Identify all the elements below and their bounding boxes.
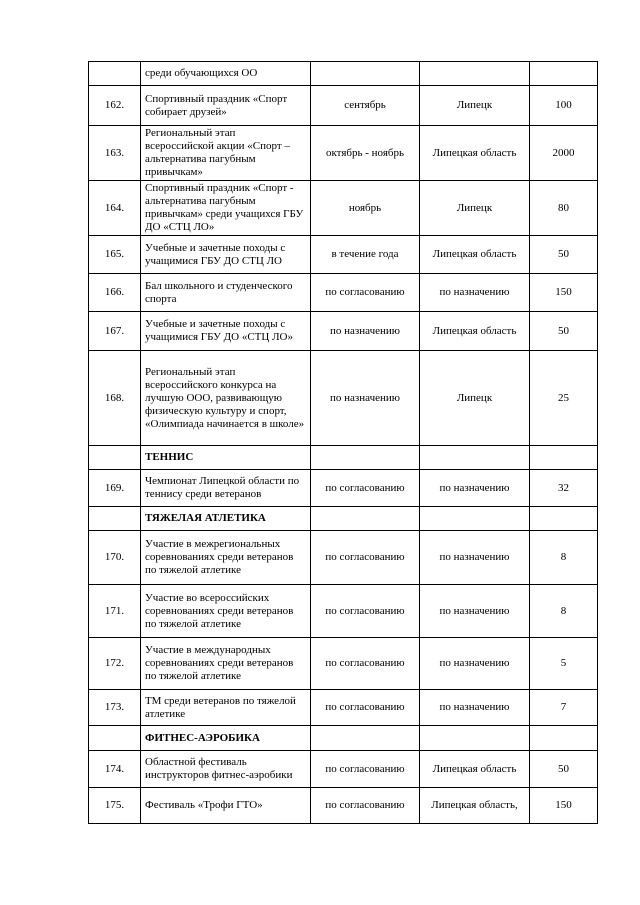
table-row <box>89 751 598 788</box>
section-title: ТЕННИС <box>141 446 311 470</box>
event-name: Областной фестиваль инструкторов фитнес-аэробики <box>141 751 311 788</box>
table-row <box>89 312 598 351</box>
table-row <box>89 62 598 86</box>
event-date: по согласованию <box>311 690 420 726</box>
event-place <box>420 507 530 531</box>
event-number: 163. <box>89 126 141 181</box>
participants-count: 80 <box>530 181 598 236</box>
event-place: по назначению <box>420 274 530 312</box>
event-number: 169. <box>89 470 141 507</box>
event-name: Участие во всероссийских соревнованиях среди ветеранов по тяжелой атлетике <box>141 585 311 638</box>
event-number: 170. <box>89 531 141 585</box>
events-table-body <box>89 62 598 824</box>
event-number: 172. <box>89 638 141 690</box>
event-number: 171. <box>89 585 141 638</box>
table-row <box>89 236 598 274</box>
table-row <box>89 274 598 312</box>
event-place: по назначению <box>420 690 530 726</box>
table-row <box>89 126 598 181</box>
table-row <box>89 585 598 638</box>
participants-count: 100 <box>530 86 598 126</box>
event-date: по согласованию <box>311 788 420 824</box>
participants-count <box>530 726 598 751</box>
event-name: ТМ среди ветеранов по тяжелой атлетике <box>141 690 311 726</box>
event-date: по согласованию <box>311 585 420 638</box>
event-number <box>89 507 141 531</box>
event-place: Липецк <box>420 86 530 126</box>
participants-count: 50 <box>530 751 598 788</box>
event-place <box>420 726 530 751</box>
participants-count <box>530 62 598 86</box>
section-title: ФИТНЕС-АЭРОБИКА <box>141 726 311 751</box>
event-place <box>420 446 530 470</box>
event-date <box>311 446 420 470</box>
participants-count: 7 <box>530 690 598 726</box>
participants-count: 150 <box>530 274 598 312</box>
event-date <box>311 62 420 86</box>
participants-count <box>530 446 598 470</box>
table-row <box>89 181 598 236</box>
event-number: 174. <box>89 751 141 788</box>
event-date <box>311 507 420 531</box>
event-number: 175. <box>89 788 141 824</box>
event-date: в течение года <box>311 236 420 274</box>
event-date: октябрь - ноябрь <box>311 126 420 181</box>
participants-count: 25 <box>530 351 598 446</box>
table-row <box>89 638 598 690</box>
event-place: по назначению <box>420 585 530 638</box>
participants-count: 50 <box>530 312 598 351</box>
event-date <box>311 726 420 751</box>
event-name: Региональный этап всероссийской акции «Спорт – альтернатива пагубным привычкам» <box>141 126 311 181</box>
participants-count: 8 <box>530 585 598 638</box>
section-title: ТЯЖЕЛАЯ АТЛЕТИКА <box>141 507 311 531</box>
table-row <box>89 351 598 446</box>
event-name: Участие в международных соревнованиях среди ветеранов по тяжелой атлетике <box>141 638 311 690</box>
event-place: по назначению <box>420 638 530 690</box>
table-row <box>89 470 598 507</box>
event-number <box>89 62 141 86</box>
event-number: 166. <box>89 274 141 312</box>
table-row <box>89 86 598 126</box>
event-number: 164. <box>89 181 141 236</box>
event-date: по согласованию <box>311 470 420 507</box>
event-number: 173. <box>89 690 141 726</box>
participants-count: 2000 <box>530 126 598 181</box>
event-number <box>89 446 141 470</box>
event-date: по согласованию <box>311 274 420 312</box>
participants-count <box>530 507 598 531</box>
participants-count: 8 <box>530 531 598 585</box>
event-place: Липецкая область <box>420 751 530 788</box>
event-name: Бал школьного и студенческого спорта <box>141 274 311 312</box>
event-place: Липецкая область <box>420 312 530 351</box>
event-date: ноябрь <box>311 181 420 236</box>
events-table <box>88 61 598 824</box>
event-place <box>420 62 530 86</box>
event-date: сентябрь <box>311 86 420 126</box>
participants-count: 5 <box>530 638 598 690</box>
event-place: Липецкая область <box>420 236 530 274</box>
event-date: по согласованию <box>311 531 420 585</box>
event-name: Учебные и зачетные походы с учащимися ГБУ ДО СТЦ ЛО <box>141 236 311 274</box>
event-date: по согласованию <box>311 638 420 690</box>
event-name: среди обучающихся ОО <box>141 62 311 86</box>
event-name: Фестиваль «Трофи ГТО» <box>141 788 311 824</box>
section-header-row <box>89 507 598 531</box>
event-date: по согласованию <box>311 751 420 788</box>
event-name: Спортивный праздник «Спорт собирает друзей» <box>141 86 311 126</box>
event-name: Региональный этап всероссийского конкурса на лучшую ООО, развивающую физическую культуру и спорт, «Олимпиада начинается в школе» <box>141 351 311 446</box>
participants-count: 150 <box>530 788 598 824</box>
event-place: Липецк <box>420 181 530 236</box>
table-row <box>89 531 598 585</box>
event-place: Липецкая область, <box>420 788 530 824</box>
participants-count: 32 <box>530 470 598 507</box>
event-date: по назначению <box>311 351 420 446</box>
section-header-row <box>89 446 598 470</box>
event-place: Липецк <box>420 351 530 446</box>
event-name: Чемпионат Липецкой области по теннису среди ветеранов <box>141 470 311 507</box>
table-row <box>89 690 598 726</box>
event-number: 165. <box>89 236 141 274</box>
event-number <box>89 726 141 751</box>
event-number: 168. <box>89 351 141 446</box>
table-row <box>89 788 598 824</box>
event-place: по назначению <box>420 531 530 585</box>
event-date: по назначению <box>311 312 420 351</box>
event-place: по назначению <box>420 470 530 507</box>
event-number: 162. <box>89 86 141 126</box>
event-name: Учебные и зачетные походы с учащимися ГБУ ДО «СТЦ ЛО» <box>141 312 311 351</box>
participants-count: 50 <box>530 236 598 274</box>
event-name: Участие в межрегиональных соревнованиях среди ветеранов по тяжелой атлетике <box>141 531 311 585</box>
section-header-row <box>89 726 598 751</box>
event-place: Липецкая область <box>420 126 530 181</box>
event-name: Спортивный праздник «Спорт - альтернатива пагубным привычкам» среди учащихся ГБУ ДО «СТЦ ЛО» <box>141 181 311 236</box>
event-number: 167. <box>89 312 141 351</box>
